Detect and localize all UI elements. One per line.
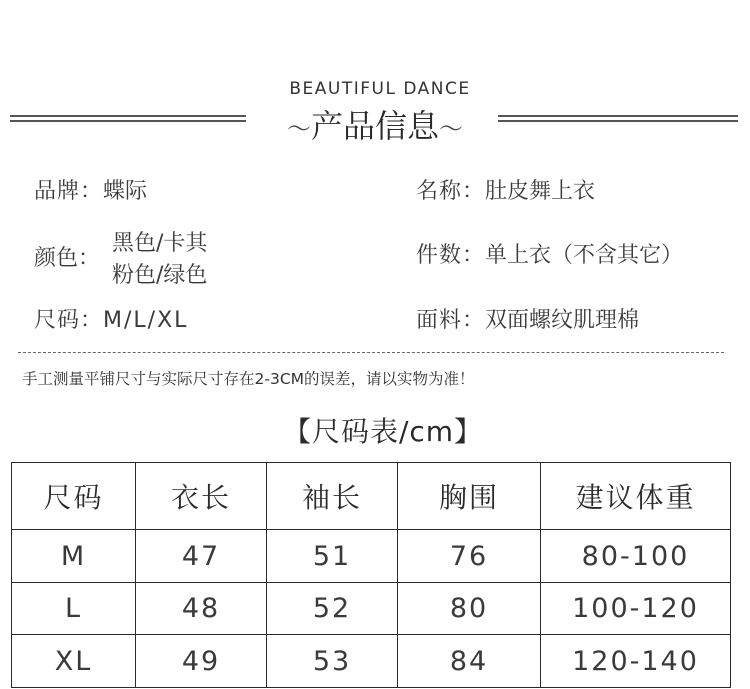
table-row [12, 635, 731, 688]
info-size [34, 303, 188, 334]
header-cell-sleeve: 袖长 [267, 463, 398, 530]
title-decoration-left [10, 115, 246, 122]
info-size-label: 尺码： [34, 308, 104, 333]
info-name [416, 174, 595, 205]
header-cell-length: 衣长 [136, 463, 267, 530]
size-chart-title: 【尺码表/cm】 [282, 415, 484, 448]
info-pieces-value: 单上衣（不含其它） [485, 243, 684, 268]
size-chart-table [11, 462, 731, 688]
table-cell: XL [12, 635, 136, 688]
table-row [12, 582, 731, 635]
header-cell-bust: 胸围 [398, 463, 541, 530]
table-cell: 53 [267, 635, 398, 688]
section-title: 产品信息 [310, 107, 439, 145]
table-cell: M [12, 530, 136, 583]
table-cell: 100-120 [541, 582, 731, 635]
info-fabric-value: 双面螺纹肌理棉 [485, 308, 640, 333]
section-title-row [255, 101, 495, 147]
info-name-label: 名称： [416, 179, 486, 204]
table-cell: 51 [267, 530, 398, 583]
title-decoration-right [498, 115, 738, 122]
measurement-note: 手工测量平铺尺寸与实际尺寸存在2-3CM的误差，请以实物为准！ [22, 370, 475, 388]
info-fabric-label: 面料： [416, 308, 486, 333]
table-cell: L [12, 582, 136, 635]
header-cell-size: 尺码 [12, 463, 136, 530]
info-brand-label: 品牌： [34, 179, 104, 204]
dashed-divider [18, 352, 724, 353]
info-pieces [416, 238, 683, 269]
info-color-label: 颜色： [34, 246, 101, 271]
tilde-right-icon: ～ [439, 115, 463, 143]
info-size-value: M/L/XL [103, 308, 189, 333]
table-cell: 76 [398, 530, 541, 583]
tilde-left-icon: ～ [286, 115, 311, 143]
info-pieces-label: 件数： [416, 243, 486, 268]
table-cell: 49 [136, 635, 267, 688]
table-cell: 47 [136, 530, 267, 583]
table-cell: 80-100 [541, 530, 731, 583]
table-cell: 120-140 [541, 635, 731, 688]
info-fabric [416, 303, 639, 334]
table-cell: 52 [267, 582, 398, 635]
section-subtitle: BEAUTIFUL DANCE [289, 79, 471, 99]
info-brand-value: 蝶际 [103, 179, 148, 204]
info-color-values [112, 228, 207, 292]
info-color-value-1: 黑色/卡其 [112, 231, 208, 256]
info-brand [34, 174, 147, 205]
table-header-row [12, 463, 731, 530]
table-cell: 48 [136, 582, 267, 635]
table-row [12, 530, 731, 583]
info-name-value: 肚皮舞上衣 [485, 179, 596, 204]
info-color-value-2: 粉色/绿色 [112, 263, 208, 288]
table-cell: 80 [398, 582, 541, 635]
header-cell-weight: 建议体重 [541, 463, 731, 530]
table-cell: 84 [398, 635, 541, 688]
